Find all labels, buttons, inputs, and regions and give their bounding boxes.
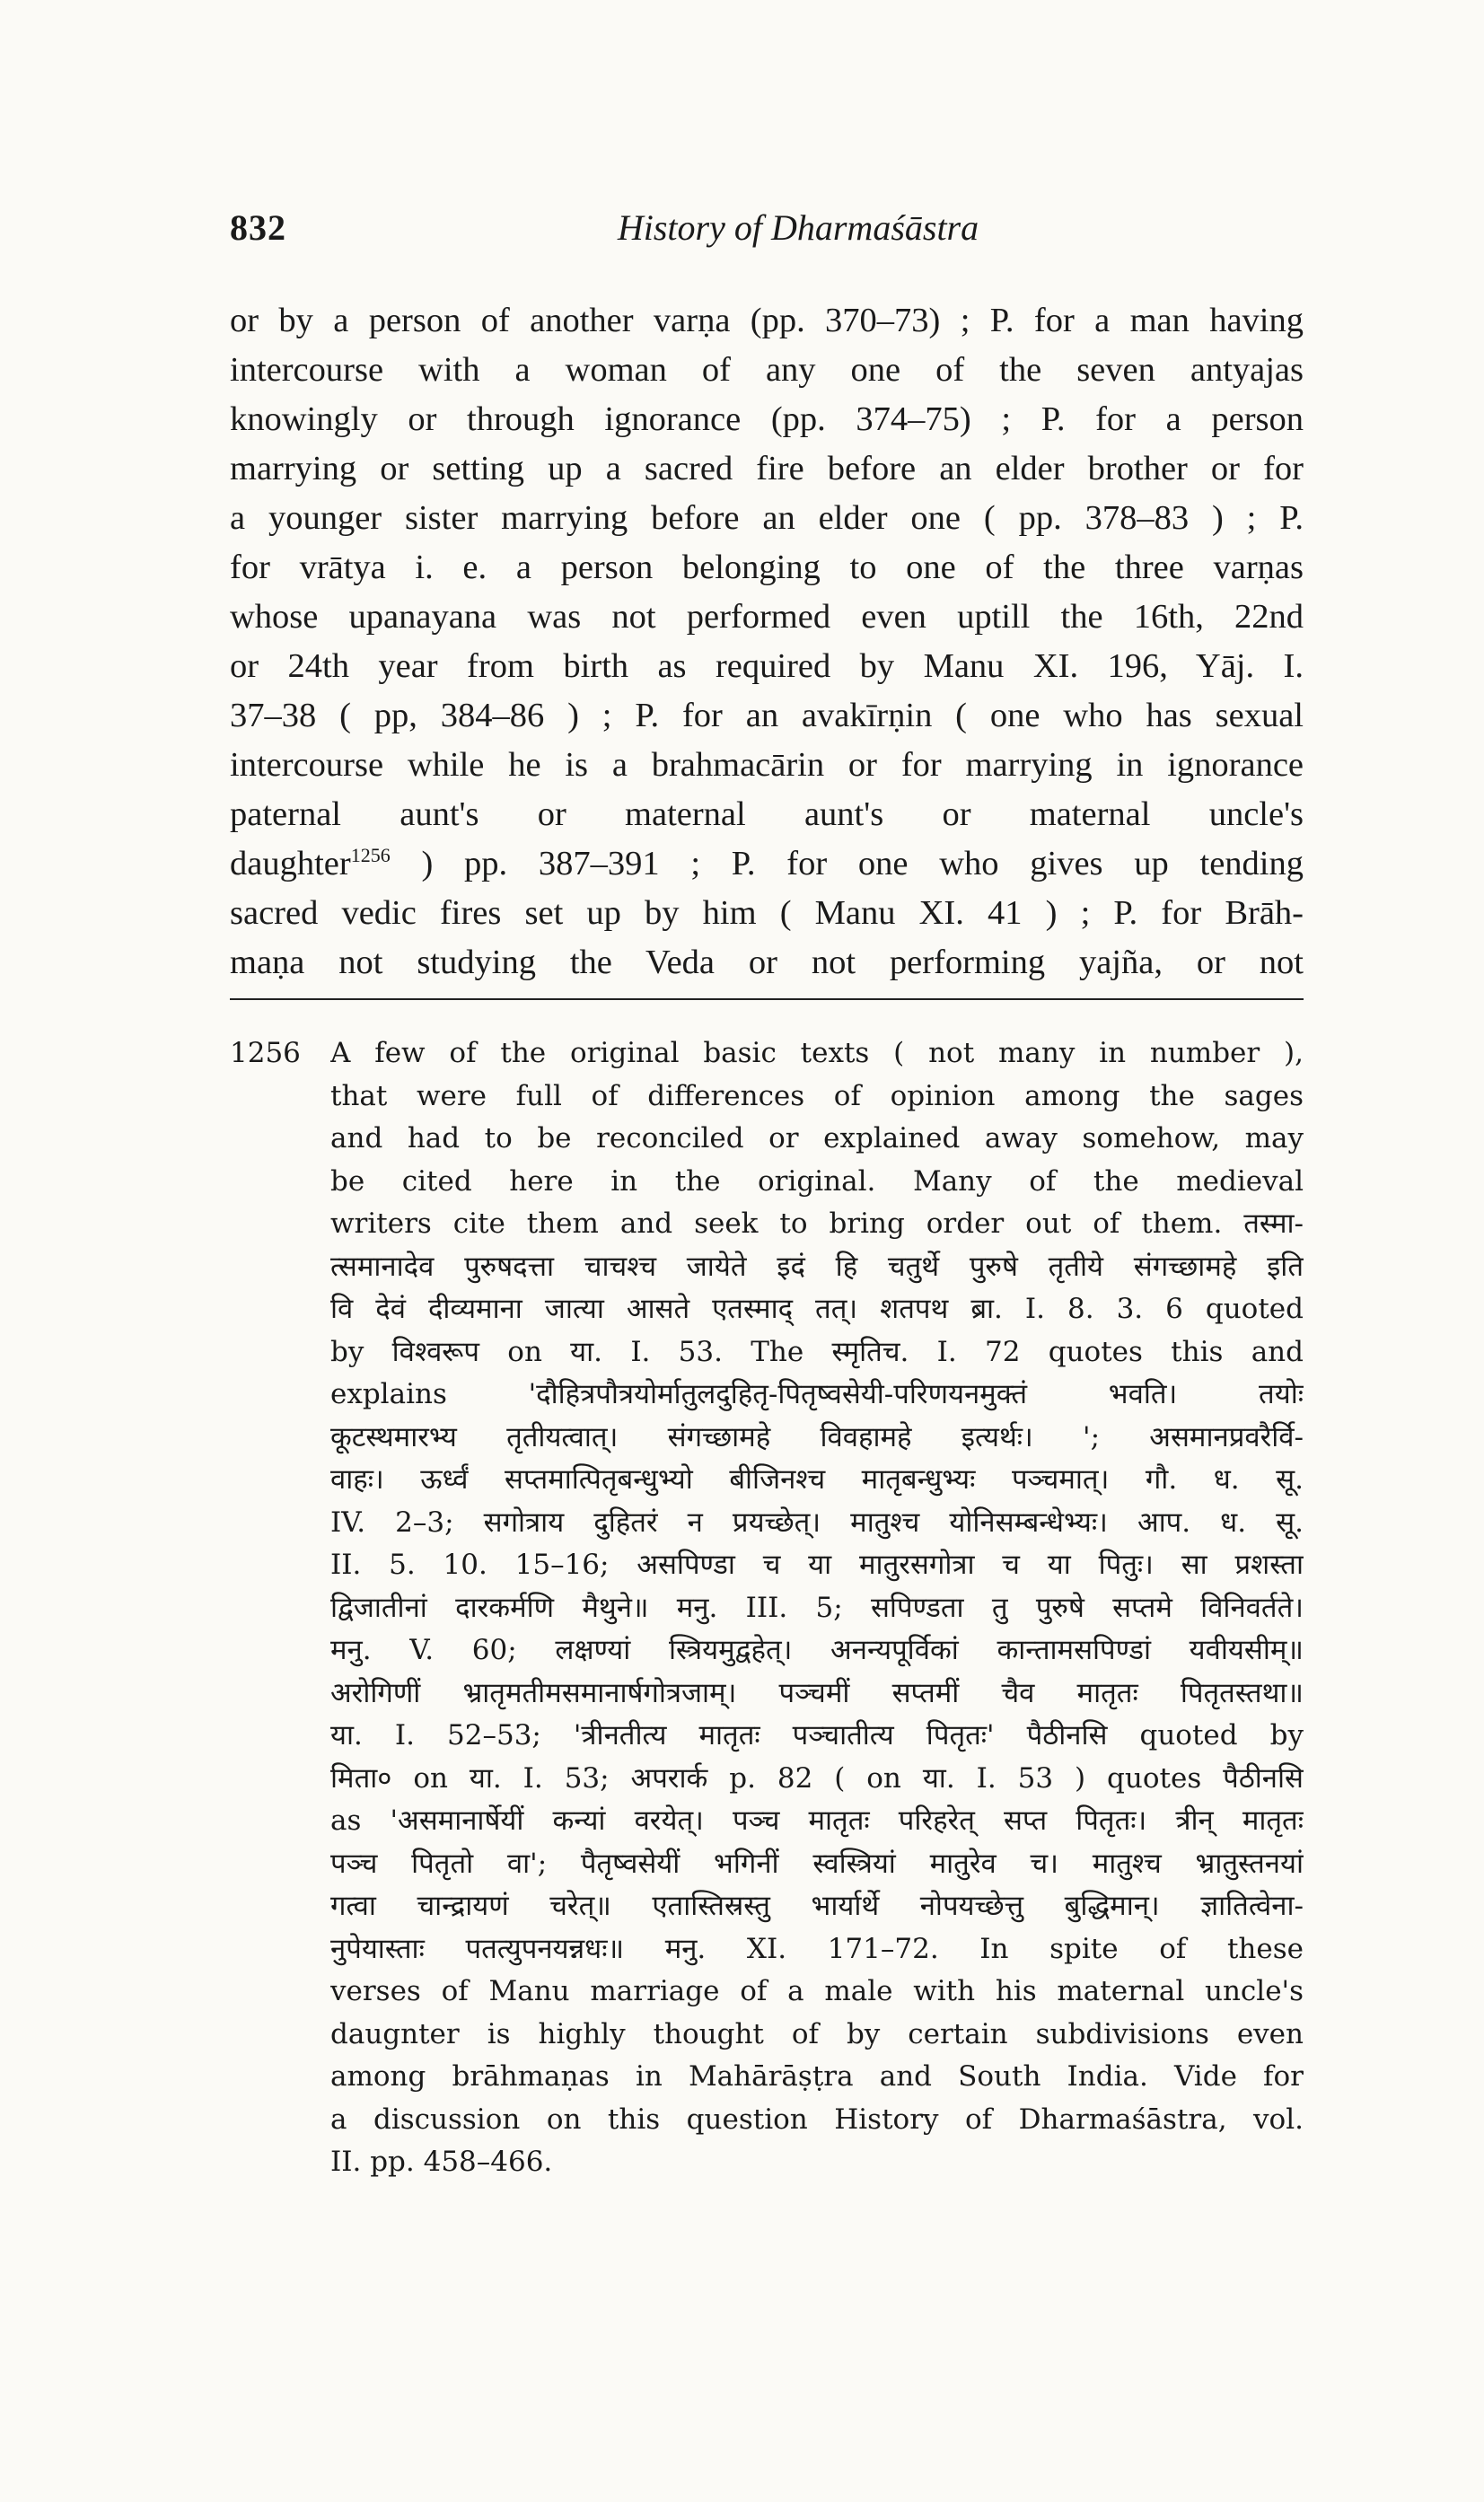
text-line: or by a person of another varṇa (pp. 370–73) ; P. for a man having	[230, 302, 1304, 339]
footnote-line: as 'असमानार्षेयीं कन्यां वरयेत्। पञ्च मातृतः परिहरेत् सप्त पितृतः। त्रीन् मातृतः	[330, 1804, 1304, 1837]
footnote-line: writers cite them and seek to bring order out of them. तस्मा-	[330, 1207, 1304, 1240]
footnote-line: गत्वा चान्द्रायणं चरेत्॥ एतास्तिस्रस्तु भार्यार्थे नोपयच्छेत्तु बुद्धिमान्। ज्ञातित्वेना-	[330, 1890, 1304, 1922]
footnote-body	[330, 1032, 1304, 2184]
text-line: maṇa not studying the Veda or not performing yajña, or not	[230, 944, 1304, 981]
text-line: sacred vedic fires set up by him ( Manu XI. 41 ) ; P. for Brāh-	[230, 894, 1304, 932]
footnote-line: वि देवं दीव्यमाना जात्या आसते एतस्माद् तत्। शतपथ ब्रा. I. 8. 3. 6 quoted	[330, 1293, 1304, 1325]
footnote-line: IV. 2–3; सगोत्राय दुहितरं न प्रयच्छेत्। मातुश्च योनिसम्बन्धेभ्यः। आप. ध. सू.	[330, 1506, 1304, 1539]
running-title: History of Dharmaśāstra	[617, 207, 979, 248]
text-line: or 24th year from birth as required by Manu XI. 196, Yāj. I.	[230, 647, 1304, 685]
footnote-line: that were full of differences of opinion among the sages	[330, 1079, 1304, 1112]
text-line: 37–38 ( pp, 384–86 ) ; P. for an avakīrṇin ( one who has sexual	[230, 697, 1304, 734]
footnote-line: and had to be reconciled or explained away somehow, may	[330, 1122, 1304, 1154]
page-number: 832	[230, 207, 286, 248]
footnote-line: द्विजातीनां दारकर्मणि मैथुने॥ मनु. III. 5; सपिण्डता तु पुरुषे सप्तमे विनिवर्तते।	[330, 1591, 1304, 1624]
footnote-line: मिता० on या. I. 53; अपरार्क p. 82 ( on या. I. 53 ) quotes पैठीनसि	[330, 1761, 1304, 1795]
footnote-line: वाहः। ऊर्ध्वं सप्तमात्पितृबन्धुभ्यो बीजिनश्च मातृबन्धुभ्यः पञ्चमात्। गौ. ध. सू.	[330, 1463, 1304, 1496]
footnote-line: daugnter is highly thought of by certain subdivisions even	[330, 2017, 1304, 2050]
page-header	[230, 206, 1304, 260]
text-line: for vrātya i. e. a person belonging to one of the three varṇas	[230, 549, 1304, 586]
footnote-line: नुपेयास्ताः पतत्युपनयन्नधः॥ मनु. XI. 171–72. In spite of these	[330, 1932, 1304, 1965]
main-text	[230, 296, 1304, 988]
text-line: a younger sister marrying before an elder one ( pp. 378–83 ) ; P.	[230, 499, 1304, 537]
text-line: whose upanayana was not performed even uptill the 16th, 22nd	[230, 598, 1304, 636]
footnote-number: 1256	[230, 1037, 301, 1069]
text-line: intercourse with a woman of any one of the seven antyajas	[230, 351, 1304, 389]
footnote-line: कूटस्थमारभ्य तृतीयत्वात्। संगच्छामहे विवहामहे इत्यर्थः। '; असमानप्रवरैर्वि-	[330, 1420, 1304, 1453]
text-line: intercourse while he is a brahmacārin or for marrying in ignorance	[230, 746, 1304, 784]
text-line: marrying or setting up a sacred fire before an elder brother or for	[230, 450, 1304, 487]
text-fragment: ) pp. 387–391 ; P. for one who gives up tending	[390, 845, 1304, 882]
footnote-line: II. pp. 458–466.	[330, 2146, 553, 2178]
footnote-divider	[230, 998, 1304, 1000]
text-line-with-footnote-ref	[230, 839, 1304, 889]
footnote-line: या. I. 52–53; 'त्रीनतीत्य मातृतः पञ्चातीत्य पितृतः' पैठीनसि quoted by	[330, 1719, 1304, 1751]
footnote-line: पञ्च पितृतो वा'; पैतृष्वसेयीं भगिनीं स्वस्त्रियां मातुरेव च। मातुश्च भ्रातुस्तनयां	[330, 1847, 1304, 1880]
footnote-line: A few of the original basic texts ( not many in number ),	[330, 1037, 1304, 1069]
text-fragment: daughter	[230, 845, 351, 882]
footnote-line: त्समानादेव पुरुषदत्ता चाचश्च जायेते इदं हि चतुर्थे पुरुषे तृतीये संगच्छामहे इति	[330, 1250, 1304, 1283]
footnote-reference[interactable]: 1256	[350, 844, 391, 867]
footnote-line: among brāhmaṇas in Mahārāṣṭra and South India. Vide for	[330, 2060, 1304, 2093]
footnote-line: a discussion on this question History of Dharmaśāstra, vol.	[330, 2103, 1304, 2136]
footnote-line: verses of Manu marriage of a male with his maternal uncle's	[330, 1975, 1304, 2007]
footnote-line: be cited here in the original. Many of the medieval	[330, 1164, 1304, 1198]
text-line: knowingly or through ignorance (pp. 374–75) ; P. for a person	[230, 400, 1304, 438]
footnote-line: अरोगिणीं भ्रातृमतीमसमानार्षगोत्रजाम्। पञ्चमीं सप्तमीं चैव मातृतः पितृतस्तथा॥	[330, 1676, 1304, 1709]
footnote-line: by विश्वरूप on या. I. 53. The स्मृतिच. I. 72 quotes this and	[330, 1335, 1304, 1368]
footnote-line: II. 5. 10. 15–16; असपिण्डा च या मातुरसगोत्रा च या पितुः। सा प्रशस्ता	[330, 1549, 1304, 1581]
text-line: paternal aunt's or maternal aunt's or maternal uncle's	[230, 795, 1304, 833]
footnote-line: मनु. V. 60; लक्षण्यां स्त्रियमुद्वहेत्। अनन्यपूर्विकां कान्तामसपिण्डां यवीयसीम्॥	[330, 1634, 1304, 1666]
footnote-line: explains 'दौहित्रपौत्रयोर्मातुलदुहितृ-पितृष्वसेयी-परिणयनमुक्तं भवति। तयोः	[330, 1378, 1304, 1410]
